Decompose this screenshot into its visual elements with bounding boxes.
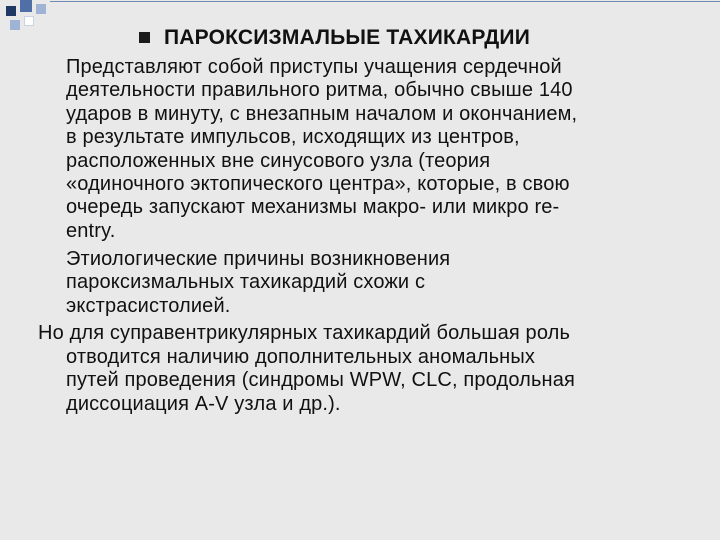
slide-content xyxy=(36,26,686,415)
text-line: в результате импульсов, исходящих из центров, xyxy=(66,126,520,149)
text-line: Представляют собой приступы учащения сердечной xyxy=(66,56,562,78)
decor-square xyxy=(24,16,34,26)
text-line: ударов в минуту, с внезапным началом и окончанием, xyxy=(66,102,578,125)
decor-square xyxy=(36,4,46,14)
decor-square xyxy=(10,20,20,30)
text-line: пароксизмальных тахикардий схожи с xyxy=(66,271,426,294)
paragraph-svt-first-line: Но для суправентрикулярных тахикардий большая роль xyxy=(38,322,571,344)
text-line: «одиночного эктопического центра», которые, в свою xyxy=(66,173,570,196)
text-line: Этиологические причины возникновения xyxy=(66,248,451,270)
slide-title: ПАРОКСИЗМАЛЬЫЕ ТАХИКАРДИИ xyxy=(164,26,531,49)
paragraph-svt xyxy=(66,346,686,416)
top-rule xyxy=(50,1,720,2)
square-bullet-icon xyxy=(139,32,150,43)
paragraph-definition xyxy=(66,56,686,243)
text-line: entry. xyxy=(66,219,116,242)
text-line: очередь запускают механизмы макро- или микро re- xyxy=(66,196,560,219)
text-line: расположенных вне синусового узла (теория xyxy=(66,149,491,172)
decor-square xyxy=(6,6,16,16)
text-line: отводится наличию дополнительных аномальных xyxy=(66,346,536,368)
text-line: деятельности правильного ритма, обычно свыше 140 xyxy=(66,79,573,102)
decor-square xyxy=(20,0,32,12)
text-line: диссоциация A-V узла и др.). xyxy=(66,392,341,415)
text-line: экстрасистолией. xyxy=(66,294,231,317)
text-line: путей проведения (синдромы WPW, CLC, продольная xyxy=(66,369,576,392)
paragraph-etiology xyxy=(66,248,686,318)
title-row xyxy=(36,26,686,56)
